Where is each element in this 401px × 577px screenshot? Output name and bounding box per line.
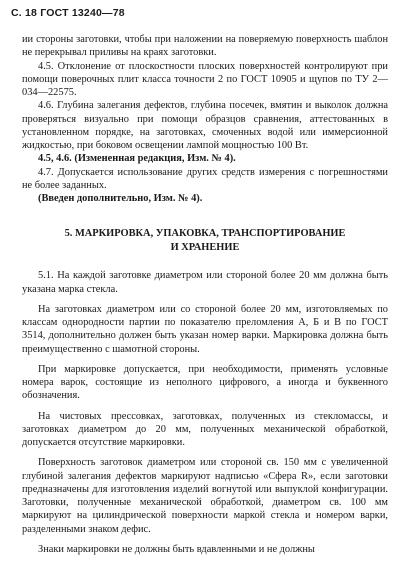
paragraph-marking-signs: Знаки маркировки не должны быть вдавленными и не должны	[38, 543, 315, 555]
paragraph-batch-number: На заготовках диаметром или со стороной более 20 мм, изготовляемых по классам однородности партии по показателю преломления А, Б и В по ГОСТ 3514, дополнительно должен быть указан номер варки. Маркировка должна быть преимущественно с шамотной стороны.	[22, 303, 388, 355]
section-title-line-2: И ХРАНЕНИЕ	[170, 241, 240, 253]
amendment-note-4-7: (Введен дополнительно, Изм. № 4).	[38, 193, 203, 204]
paragraph-sphere-marking: Поверхность заготовок диаметром или стороной св. 150 мм с увеличенной глубиной залегания дефектов маркируют надписью «Сфера R», если заготовки предназначены для изготовления изделий вогнутой или выпуклой конфигурации. Заготовки, полученные механической обработкой, диаметром св. 100 мм маркируют на цилиндрической поверхности маркой стекла и номером варки, разделенными знаком дефис.	[22, 457, 388, 535]
section-title-5	[22, 227, 388, 254]
paragraph-no-marking: На чистовых прессовках, заготовках, полученных из стекломассы, и заготовках диаметром до 20 мм, полученных механической обработкой, допускается отсутствие маркировки.	[22, 410, 388, 448]
paragraph-4-5: 4.5. Отклонение от плоскостности плоских поверхностей контролируют при помощи поверочных плит класса точности 2 по ГОСТ 10905 и щупов по ТУ 2—034—22575.	[22, 60, 388, 98]
section-title-line-1: 5. МАРКИРОВКА, УПАКОВКА, ТРАНСПОРТИРОВАНИЕ	[64, 228, 346, 240]
paragraph-continuation: ии стороны заготовки, чтобы при наложении на поверяемую поверхность шаблон не перекрывал приливы на краях заготовки.	[22, 34, 388, 59]
paragraph-4-6: 4.6. Глубина залегания дефектов, глубина посечек, вмятин и выколок должна проверяться визуально при помощи образцов сравнения, аттестованных в установленном порядке, на заготовках, смоченных водой или иммерсионной жидкостью, при боковом освещении лампой мощностью 100 Вт.	[22, 100, 388, 151]
document-body	[22, 33, 388, 556]
page-header: С. 18 ГОСТ 13240—78	[11, 7, 125, 19]
paragraph-5-1: 5.1. На каждой заготовке диаметром или стороной более 20 мм должна быть указана марка стекла.	[22, 270, 388, 295]
paragraph-conditional-numbers: При маркировке допускается, при необходимости, применять условные номера варок, состоящие из неполного цифрового, а иногда и буквенного обозначения.	[22, 363, 388, 402]
paragraph-4-7: 4.7. Допускается использование других средств измерения с погрешностями не более заданных.	[22, 166, 388, 191]
amendment-note-4-5-4-6: 4.5, 4.6. (Измененная редакция, Изм. № 4).	[38, 153, 236, 165]
